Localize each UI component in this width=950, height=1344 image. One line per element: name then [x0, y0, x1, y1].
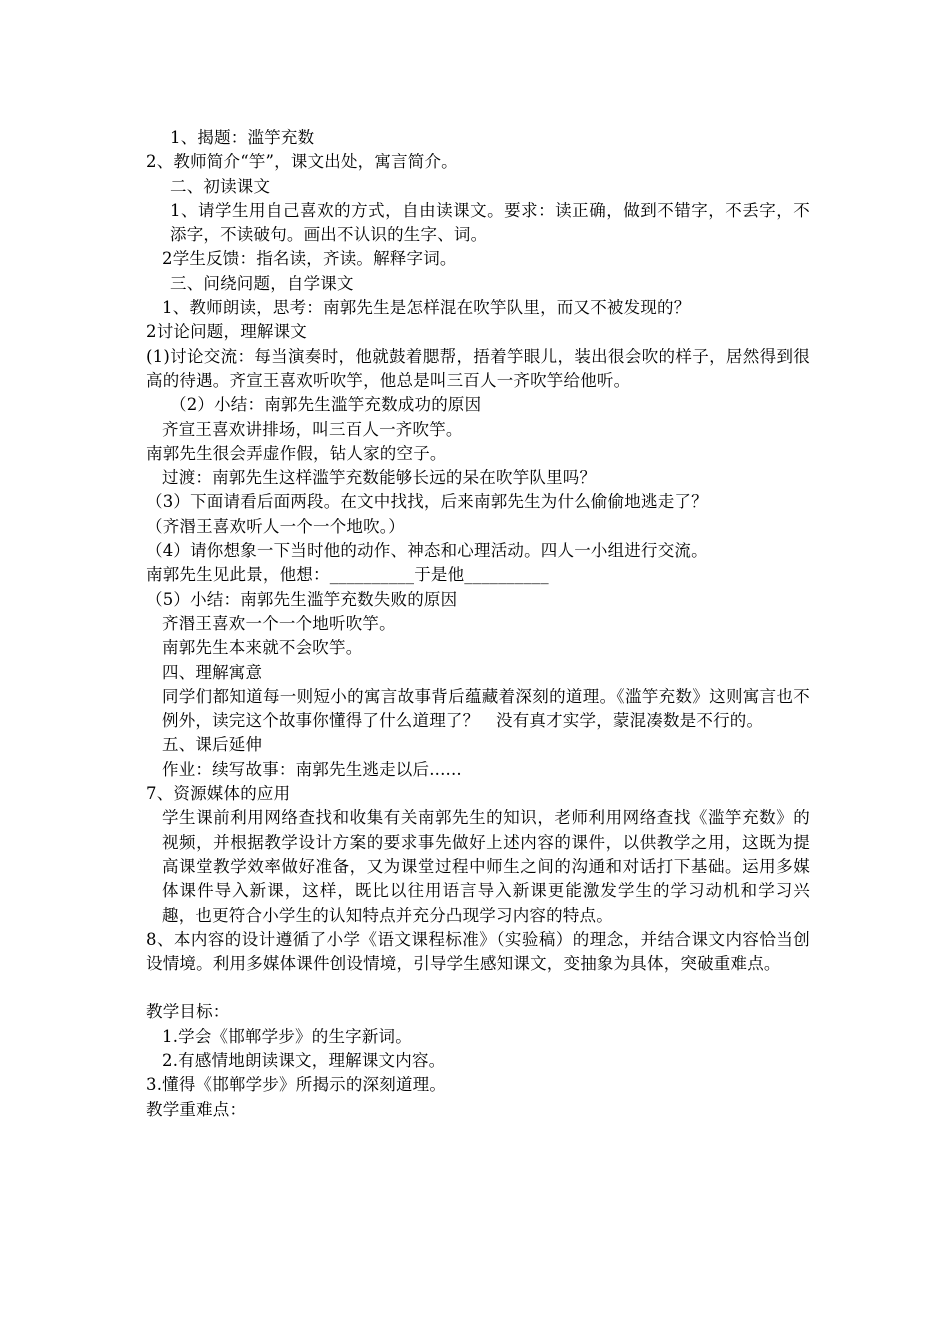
section-heading: 三、问绕问题，自学课文	[170, 273, 354, 293]
section-heading: 教学目标：	[146, 1002, 230, 1022]
text-line: 南郭先生本来就不会吹竽。	[162, 638, 363, 658]
text-line: 过渡：南郭先生这样滥竽充数能够长远的呆在吹竽队里吗？	[162, 468, 597, 488]
section-heading: 四、理解寓意	[162, 662, 263, 682]
text-line: 作业：续写故事：南郭先生逃走以后......	[162, 759, 462, 779]
text-line: 2、教师简介“竽”，课文出处，寓言简介。	[146, 152, 458, 172]
list-item: 1.学会《邯郸学步》的生字新词。	[162, 1026, 412, 1046]
section-heading: 二、初读课文	[170, 176, 271, 196]
text-line: （3）下面请看后面两段。在文中找找，后来南郭先生为什么偷偷地逃走了？	[146, 492, 708, 512]
section-heading: 五、课后延伸	[162, 735, 263, 755]
paragraph: 同学们都知道每一则短小的寓言故事背后蕴藏着深刻的道理。《滥竽充数》这则寓言也不例外，读完这个故事你懂得了什么道理了？ 没有真才实学，蒙混凑数是不行的。	[162, 686, 810, 731]
text-line: 1、教师朗读，思考：南郭先生是怎样混在吹竽队里，而又不被发现的？	[162, 298, 691, 318]
blank-line	[146, 976, 810, 1000]
text-line: 南郭先生很会弄虚作假，钻人家的空子。	[146, 443, 447, 463]
paragraph: 学生课前利用网络查找和收集有关南郭先生的知识，老师利用网络查找《滥竽充数》的视频，并根据教学设计方案的要求事先做好上述内容的课件，以供教学之用，这既为提高课堂教学效率做好准备，又为课堂过程中师生之间的沟通和对话打下基础。运用多媒体课件导入新课，这样，既比以往用语言导入新课更能激发学生的学习动机和学习兴趣，也更符合小学生的认知特点并充分凸现学习内容的特点。	[162, 808, 810, 925]
text-line: 齐宣王喜欢讲排场，叫三百人一齐吹竽。	[162, 419, 463, 439]
list-item: 3.懂得《邯郸学步》所揭示的深刻道理。	[146, 1075, 447, 1095]
text-line: （2）小结：南郭先生滥竽充数成功的原因	[170, 395, 482, 415]
document-body	[146, 126, 810, 1122]
text-line: （4）请你想象一下当时他的动作、神态和心理活动。四人一小组进行交流。	[146, 541, 708, 561]
section-heading: 7、资源媒体的应用	[146, 784, 291, 804]
text-line: （5）小结：南郭先生滥竽充数失败的原因	[146, 589, 458, 609]
paragraph: 1、请学生用自己喜欢的方式，自由读课文。要求：读正确，做到不错字，不丢字，不添字，不读破句。画出不认识的生字、词。	[170, 200, 810, 245]
text-line: 齐湣王喜欢一个一个地听吹竽。	[162, 613, 396, 633]
text-line: 1、揭题：滥竽充数	[170, 128, 315, 147]
section-heading: 教学重难点：	[146, 1099, 247, 1119]
list-item: 2.有感情地朗读课文，理解课文内容。	[162, 1050, 446, 1070]
text-line: 2学生反馈：指名读，齐读。解释字词。	[162, 249, 457, 269]
text-line: （齐湣王喜欢听人一个一个地吹。）	[146, 516, 405, 536]
paragraph: 8、本内容的设计遵循了小学《语文课程标准》（实验稿）的理念，并结合课文内容恰当创设情境。利用多媒体课件创设情境，引导学生感知课文，变抽象为具体，突破重难点。	[146, 929, 810, 974]
text-line: 南郭先生见此景，他想：__________于是他__________	[146, 565, 549, 585]
paragraph: (1)讨论交流：每当演奏时，他就鼓着腮帮，捂着竽眼儿，装出很会吹的样子，居然得到很高的待遇。齐宣王喜欢听吹竽，他总是叫三百人一齐吹竽给他听。	[146, 346, 810, 390]
text-line: 2讨论问题，理解课文	[146, 322, 307, 342]
